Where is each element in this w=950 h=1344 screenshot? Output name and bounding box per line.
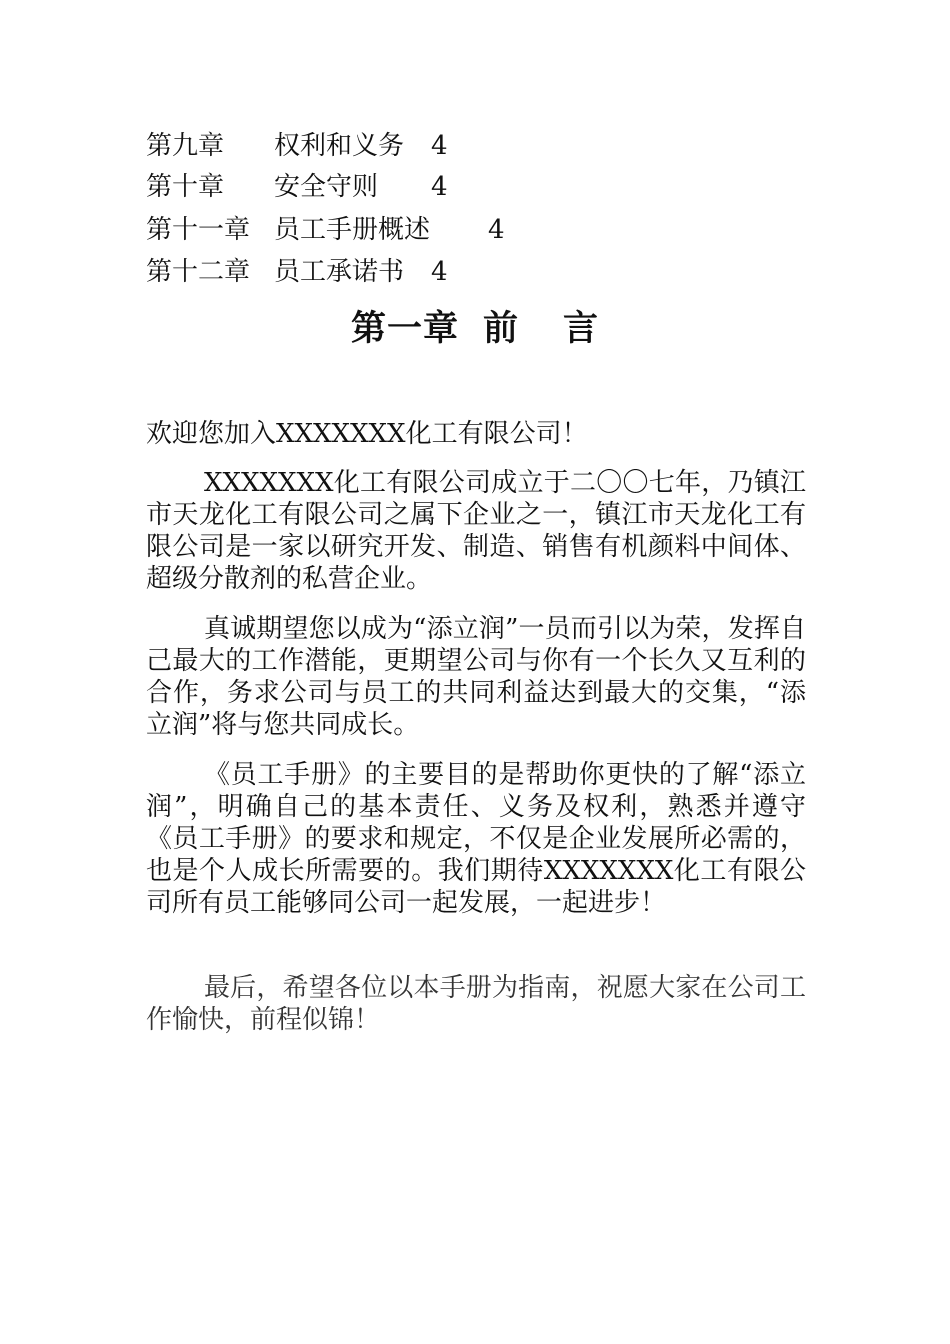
toc-chapter-title: 员工手册概述 — [274, 215, 431, 245]
chapter-title-word-2: 言 — [563, 309, 600, 349]
expectation-paragraph: 真诚期望您以成为“添立润”一员而引以为荣，发挥自己最大的工作潜能，更期望公司与你有一个长久又互利的合作，务求公司与员工的共同利益达到最大的交集，“添立润”将与您共同成长。 — [146, 614, 806, 740]
toc-chapter-title: 员工承诺书 — [274, 257, 405, 287]
closing-paragraph: 最后，希望各位以本手册为指南，祝愿大家在公司工作愉快，前程似锦！ — [146, 973, 806, 1035]
toc-chapter-number: 第十章 — [146, 172, 225, 202]
chapter-title — [0, 306, 950, 352]
toc-chapter-title: 安全守则 — [274, 172, 379, 202]
welcome-paragraph: 欢迎您加入XXXXXXX化工有限公司！ — [146, 419, 588, 449]
toc-chapter-title: 权利和义务 — [274, 131, 405, 161]
company-intro-paragraph: XXXXXXX化工有限公司成立于二〇〇七年，乃镇江市天龙化工有限公司之属下企业之一，镇江市天龙化工有限公司是一家以研究开发、制造、销售有机颜料中间体、超级分散剂的私营企业。 — [146, 468, 806, 594]
handbook-purpose-paragraph: 《员工手册》的主要目的是帮助你更快的了解“添立润”，明确自己的基本责任、义务及权利，熟悉并遵守《员工手册》的要求和规定，不仅是企业发展所必需的，也是个人成长所需要的。我们期待XXXXXXX化工有限公司所有员工能够同公司一起发展，一起进步！ — [146, 760, 806, 918]
toc-chapter-number: 第十二章 — [146, 257, 251, 287]
chapter-title-number: 第一章 — [350, 309, 459, 349]
chapter-title-word-1: 前 — [482, 309, 519, 349]
toc-page-number: 4 — [431, 172, 448, 202]
toc-chapter-number: 第十一章 — [146, 215, 251, 245]
toc-page-number: 4 — [488, 215, 505, 245]
toc-chapter-number: 第九章 — [146, 131, 225, 161]
toc-page-number: 4 — [431, 257, 448, 287]
toc-page-number: 4 — [431, 131, 448, 161]
